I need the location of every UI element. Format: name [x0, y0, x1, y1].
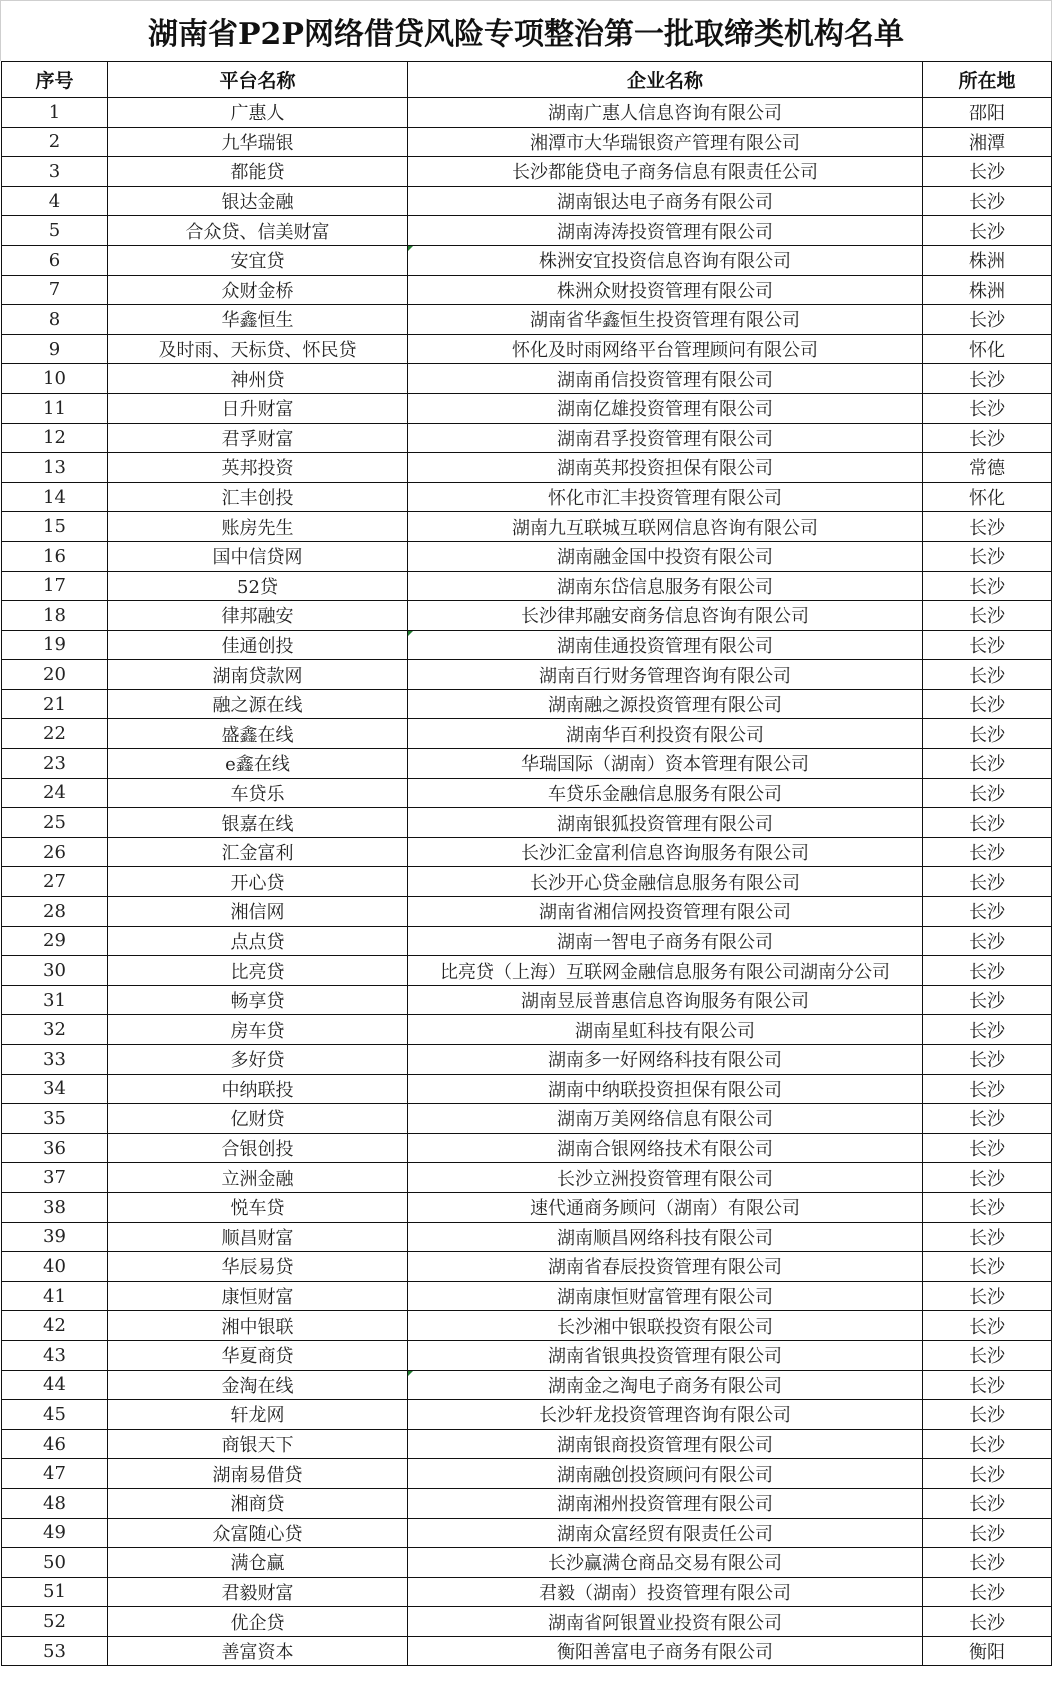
- company-name-cell[interactable]: 长沙开心贷金融信息服务有限公司: [408, 867, 923, 897]
- platform-name-cell[interactable]: 顺昌财富: [108, 1222, 408, 1252]
- platform-name-cell[interactable]: 52贷: [108, 571, 408, 601]
- table-row: [2, 1636, 1052, 1666]
- table-row: [2, 541, 1052, 571]
- company-name-cell[interactable]: 湘潭市大华瑞银资产管理有限公司: [408, 127, 923, 157]
- header-location[interactable]: 所在地: [923, 62, 1052, 98]
- serial-number-cell[interactable]: 36: [2, 1133, 108, 1163]
- table-row: [2, 749, 1052, 779]
- platform-name-cell[interactable]: 房车贷: [108, 1015, 408, 1045]
- location-cell[interactable]: 邵阳: [923, 98, 1052, 128]
- table-header-row: [2, 62, 1052, 98]
- company-name-cell[interactable]: 湖南一智电子商务有限公司: [408, 926, 923, 956]
- company-name-cell[interactable]: 君毅（湖南）投资管理有限公司: [408, 1577, 923, 1607]
- platform-name-cell[interactable]: 湘信网: [108, 897, 408, 927]
- serial-number-cell[interactable]: 42: [2, 1311, 108, 1341]
- table-row: [2, 778, 1052, 808]
- serial-number-cell[interactable]: 34: [2, 1074, 108, 1104]
- company-name-cell[interactable]: 湖南百行财务管理咨询有限公司: [408, 660, 923, 690]
- location-cell[interactable]: 长沙: [923, 837, 1052, 867]
- serial-number-cell[interactable]: 20: [2, 660, 108, 690]
- company-name-cell[interactable]: 长沙立洲投资管理有限公司: [408, 1163, 923, 1193]
- location-cell[interactable]: 长沙: [923, 1548, 1052, 1578]
- platform-name-cell[interactable]: 汇丰创投: [108, 482, 408, 512]
- company-name-cell[interactable]: 怀化市汇丰投资管理有限公司: [408, 482, 923, 512]
- table-row: [2, 334, 1052, 364]
- location-cell[interactable]: 长沙: [923, 423, 1052, 453]
- location-cell[interactable]: 长沙: [923, 689, 1052, 719]
- serial-number-cell[interactable]: 51: [2, 1577, 108, 1607]
- platform-name-cell[interactable]: 畅享贷: [108, 985, 408, 1015]
- platform-name-cell[interactable]: 国中信贷网: [108, 541, 408, 571]
- company-name-cell[interactable]: 湖南省银典投资管理有限公司: [408, 1340, 923, 1370]
- table-row: [2, 1045, 1052, 1075]
- platform-name-cell[interactable]: 优企贷: [108, 1607, 408, 1637]
- table-row: [2, 1104, 1052, 1134]
- platform-name-cell[interactable]: 九华瑞银: [108, 127, 408, 157]
- location-cell[interactable]: 长沙: [923, 1488, 1052, 1518]
- company-name-cell[interactable]: 湖南省春辰投资管理有限公司: [408, 1252, 923, 1282]
- platform-name-cell[interactable]: 银嘉在线: [108, 808, 408, 838]
- platform-name-cell[interactable]: e鑫在线: [108, 749, 408, 779]
- company-name-cell[interactable]: 湖南融创投资顾问有限公司: [408, 1459, 923, 1489]
- platform-name-cell[interactable]: 点点贷: [108, 926, 408, 956]
- table-row: [2, 985, 1052, 1015]
- table-row: [2, 186, 1052, 216]
- table-row: [2, 364, 1052, 394]
- platform-name-cell[interactable]: 都能贷: [108, 157, 408, 187]
- location-cell[interactable]: 长沙: [923, 1429, 1052, 1459]
- location-cell[interactable]: 长沙: [923, 157, 1052, 187]
- location-cell[interactable]: 株洲: [923, 275, 1052, 305]
- serial-number-cell[interactable]: 21: [2, 689, 108, 719]
- location-cell[interactable]: 长沙: [923, 1222, 1052, 1252]
- table-row: [2, 157, 1052, 187]
- company-name-cell[interactable]: 湖南广惠人信息咨询有限公司: [408, 98, 923, 128]
- platform-name-cell[interactable]: 合众贷、信美财富: [108, 216, 408, 246]
- platform-name-cell[interactable]: 轩龙网: [108, 1400, 408, 1430]
- platform-name-cell[interactable]: 广惠人: [108, 98, 408, 128]
- company-name-cell[interactable]: 湖南甬信投资管理有限公司: [408, 364, 923, 394]
- location-cell[interactable]: 长沙: [923, 393, 1052, 423]
- serial-number-cell[interactable]: 27: [2, 867, 108, 897]
- company-name-cell[interactable]: 湖南君孚投资管理有限公司: [408, 423, 923, 453]
- table-row: [2, 689, 1052, 719]
- company-name-cell[interactable]: 湖南佳通投资管理有限公司: [408, 630, 923, 660]
- serial-number-cell[interactable]: 44: [2, 1370, 108, 1400]
- serial-number-cell[interactable]: 23: [2, 749, 108, 779]
- location-cell[interactable]: 长沙: [923, 216, 1052, 246]
- company-name-cell[interactable]: 湖南湘州投资管理有限公司: [408, 1488, 923, 1518]
- serial-number-cell[interactable]: 22: [2, 719, 108, 749]
- serial-number-cell[interactable]: 16: [2, 541, 108, 571]
- serial-number-cell[interactable]: 10: [2, 364, 108, 394]
- location-cell[interactable]: 长沙: [923, 719, 1052, 749]
- company-name-cell[interactable]: 湖南星虹科技有限公司: [408, 1015, 923, 1045]
- serial-number-cell[interactable]: 24: [2, 778, 108, 808]
- serial-number-cell[interactable]: 32: [2, 1015, 108, 1045]
- table-row: [2, 1311, 1052, 1341]
- company-name-cell[interactable]: 湖南合银网络技术有限公司: [408, 1133, 923, 1163]
- table-row: [2, 453, 1052, 483]
- location-cell[interactable]: 长沙: [923, 1400, 1052, 1430]
- platform-name-cell[interactable]: 融之源在线: [108, 689, 408, 719]
- table-row: [2, 1163, 1052, 1193]
- serial-number-cell[interactable]: 50: [2, 1548, 108, 1578]
- platform-name-cell[interactable]: 悦车贷: [108, 1192, 408, 1222]
- platform-name-cell[interactable]: 日升财富: [108, 393, 408, 423]
- serial-number-cell[interactable]: 15: [2, 512, 108, 542]
- company-name-cell[interactable]: 株洲众财投资管理有限公司: [408, 275, 923, 305]
- serial-number-cell[interactable]: 33: [2, 1045, 108, 1075]
- table-row: [2, 1429, 1052, 1459]
- table-row: [2, 216, 1052, 246]
- platform-name-cell[interactable]: 湖南贷款网: [108, 660, 408, 690]
- serial-number-cell[interactable]: 29: [2, 926, 108, 956]
- location-cell[interactable]: 长沙: [923, 1340, 1052, 1370]
- platform-name-cell[interactable]: 中纳联投: [108, 1074, 408, 1104]
- table-row: [2, 630, 1052, 660]
- table-row: [2, 1222, 1052, 1252]
- platform-name-cell[interactable]: 汇金富利: [108, 837, 408, 867]
- company-name-cell[interactable]: 湖南银狐投资管理有限公司: [408, 808, 923, 838]
- location-cell[interactable]: 长沙: [923, 512, 1052, 542]
- company-name-cell[interactable]: 车贷乐金融信息服务有限公司: [408, 778, 923, 808]
- platform-name-cell[interactable]: 英邦投资: [108, 453, 408, 483]
- table-row: [2, 867, 1052, 897]
- serial-number-cell[interactable]: 31: [2, 985, 108, 1015]
- table-row: [2, 275, 1052, 305]
- serial-number-cell[interactable]: 48: [2, 1488, 108, 1518]
- table-row: [2, 897, 1052, 927]
- platform-name-cell[interactable]: 及时雨、天标贷、怀民贷: [108, 334, 408, 364]
- company-name-cell[interactable]: 湖南华百利投资有限公司: [408, 719, 923, 749]
- serial-number-cell[interactable]: 3: [2, 157, 108, 187]
- company-name-cell[interactable]: 衡阳善富电子商务有限公司: [408, 1636, 923, 1666]
- serial-number-cell[interactable]: 19: [2, 630, 108, 660]
- company-name-cell[interactable]: 湖南省湘信网投资管理有限公司: [408, 897, 923, 927]
- company-name-cell[interactable]: 湖南众富经贸有限责任公司: [408, 1518, 923, 1548]
- company-name-cell[interactable]: 湖南融之源投资管理有限公司: [408, 689, 923, 719]
- serial-number-cell[interactable]: 17: [2, 571, 108, 601]
- serial-number-cell[interactable]: 41: [2, 1281, 108, 1311]
- platform-name-cell[interactable]: 君毅财富: [108, 1577, 408, 1607]
- company-name-cell[interactable]: 湖南中纳联投资担保有限公司: [408, 1074, 923, 1104]
- location-cell[interactable]: 长沙: [923, 1133, 1052, 1163]
- platform-name-cell[interactable]: 律邦融安: [108, 601, 408, 631]
- table-row: [2, 601, 1052, 631]
- serial-number-cell[interactable]: 12: [2, 423, 108, 453]
- location-cell[interactable]: 长沙: [923, 601, 1052, 631]
- location-cell[interactable]: 长沙: [923, 1459, 1052, 1489]
- table-row: [2, 1281, 1052, 1311]
- platform-name-cell[interactable]: 开心贷: [108, 867, 408, 897]
- table-row: [2, 305, 1052, 335]
- location-cell[interactable]: 衡阳: [923, 1636, 1052, 1666]
- location-cell[interactable]: 长沙: [923, 778, 1052, 808]
- location-cell[interactable]: 长沙: [923, 305, 1052, 335]
- table-body: [2, 98, 1052, 1666]
- company-name-cell[interactable]: 株洲安宜投资信息咨询有限公司: [408, 245, 923, 275]
- platform-name-cell[interactable]: 神州贷: [108, 364, 408, 394]
- table-row: [2, 98, 1052, 128]
- institution-table: [1, 61, 1052, 1666]
- location-cell[interactable]: 长沙: [923, 1281, 1052, 1311]
- serial-number-cell[interactable]: 5: [2, 216, 108, 246]
- table-row: [2, 1488, 1052, 1518]
- table-row: [2, 719, 1052, 749]
- platform-name-cell[interactable]: 金淘在线: [108, 1370, 408, 1400]
- location-cell[interactable]: 长沙: [923, 749, 1052, 779]
- table-row: [2, 482, 1052, 512]
- company-name-cell[interactable]: 湖南九互联城互联网信息咨询有限公司: [408, 512, 923, 542]
- serial-number-cell[interactable]: 25: [2, 808, 108, 838]
- company-name-cell[interactable]: 长沙都能贷电子商务信息有限责任公司: [408, 157, 923, 187]
- company-name-cell[interactable]: 湖南东岱信息服务有限公司: [408, 571, 923, 601]
- table-row: [2, 393, 1052, 423]
- serial-number-cell[interactable]: 39: [2, 1222, 108, 1252]
- platform-name-cell[interactable]: 安宜贷: [108, 245, 408, 275]
- location-cell[interactable]: 长沙: [923, 364, 1052, 394]
- serial-number-cell[interactable]: 37: [2, 1163, 108, 1193]
- table-row: [2, 837, 1052, 867]
- serial-number-cell[interactable]: 11: [2, 393, 108, 423]
- serial-number-cell[interactable]: 52: [2, 1607, 108, 1637]
- company-name-cell[interactable]: 湖南英邦投资担保有限公司: [408, 453, 923, 483]
- serial-number-cell[interactable]: 38: [2, 1192, 108, 1222]
- location-cell[interactable]: 长沙: [923, 926, 1052, 956]
- table-row: [2, 1459, 1052, 1489]
- serial-number-cell[interactable]: 49: [2, 1518, 108, 1548]
- table-row: [2, 1133, 1052, 1163]
- serial-number-cell[interactable]: 46: [2, 1429, 108, 1459]
- location-cell[interactable]: 长沙: [923, 1192, 1052, 1222]
- company-name-cell[interactable]: 长沙赢满仓商品交易有限公司: [408, 1548, 923, 1578]
- platform-name-cell[interactable]: 众财金桥: [108, 275, 408, 305]
- table-row: [2, 423, 1052, 453]
- location-cell[interactable]: 长沙: [923, 897, 1052, 927]
- platform-name-cell[interactable]: 账房先生: [108, 512, 408, 542]
- location-cell[interactable]: 长沙: [923, 867, 1052, 897]
- location-cell[interactable]: 怀化: [923, 334, 1052, 364]
- serial-number-cell[interactable]: 8: [2, 305, 108, 335]
- table-row: [2, 1607, 1052, 1637]
- serial-number-cell[interactable]: 43: [2, 1340, 108, 1370]
- serial-number-cell[interactable]: 26: [2, 837, 108, 867]
- platform-name-cell[interactable]: 华辰易贷: [108, 1252, 408, 1282]
- location-cell[interactable]: 长沙: [923, 1577, 1052, 1607]
- location-cell[interactable]: 长沙: [923, 1163, 1052, 1193]
- header-serial-number[interactable]: 序号: [2, 62, 108, 98]
- serial-number-cell[interactable]: 28: [2, 897, 108, 927]
- platform-name-cell[interactable]: 湘中银联: [108, 1311, 408, 1341]
- company-name-cell[interactable]: 比亮贷（上海）互联网金融信息服务有限公司湖南分公司: [408, 956, 923, 986]
- serial-number-cell[interactable]: 47: [2, 1459, 108, 1489]
- location-cell[interactable]: 怀化: [923, 482, 1052, 512]
- header-platform-name[interactable]: 平台名称: [108, 62, 408, 98]
- platform-name-cell[interactable]: 多好贷: [108, 1045, 408, 1075]
- serial-number-cell[interactable]: 14: [2, 482, 108, 512]
- location-cell[interactable]: 株洲: [923, 245, 1052, 275]
- company-name-cell[interactable]: 湖南亿雄投资管理有限公司: [408, 393, 923, 423]
- platform-name-cell[interactable]: 善富资本: [108, 1636, 408, 1666]
- table-row: [2, 926, 1052, 956]
- table-row: [2, 1577, 1052, 1607]
- platform-name-cell[interactable]: 亿财贷: [108, 1104, 408, 1134]
- company-name-cell[interactable]: 怀化及时雨网络平台管理顾问有限公司: [408, 334, 923, 364]
- platform-name-cell[interactable]: 湘商贷: [108, 1488, 408, 1518]
- company-name-cell[interactable]: 长沙律邦融安商务信息咨询有限公司: [408, 601, 923, 631]
- platform-name-cell[interactable]: 车贷乐: [108, 778, 408, 808]
- location-cell[interactable]: 长沙: [923, 660, 1052, 690]
- location-cell[interactable]: 长沙: [923, 186, 1052, 216]
- company-name-cell[interactable]: 长沙轩龙投资管理咨询有限公司: [408, 1400, 923, 1430]
- company-name-cell[interactable]: 湖南康恒财富管理有限公司: [408, 1281, 923, 1311]
- serial-number-cell[interactable]: 9: [2, 334, 108, 364]
- serial-number-cell[interactable]: 4: [2, 186, 108, 216]
- table-row: [2, 1400, 1052, 1430]
- platform-name-cell[interactable]: 比亮贷: [108, 956, 408, 986]
- location-cell[interactable]: 长沙: [923, 808, 1052, 838]
- company-name-cell[interactable]: 华瑞国际（湖南）资本管理有限公司: [408, 749, 923, 779]
- table-row: [2, 1192, 1052, 1222]
- serial-number-cell[interactable]: 30: [2, 956, 108, 986]
- table-row: [2, 956, 1052, 986]
- table-row: [2, 1548, 1052, 1578]
- company-name-cell[interactable]: 湖南银商投资管理有限公司: [408, 1429, 923, 1459]
- platform-name-cell[interactable]: 满仓赢: [108, 1548, 408, 1578]
- location-cell[interactable]: 长沙: [923, 1015, 1052, 1045]
- serial-number-cell[interactable]: 45: [2, 1400, 108, 1430]
- location-cell[interactable]: 长沙: [923, 1607, 1052, 1637]
- location-cell[interactable]: 长沙: [923, 571, 1052, 601]
- table-row: [2, 660, 1052, 690]
- table-row: [2, 512, 1052, 542]
- location-cell[interactable]: 长沙: [923, 630, 1052, 660]
- table-row: [2, 1370, 1052, 1400]
- platform-name-cell[interactable]: 盛鑫在线: [108, 719, 408, 749]
- company-name-cell[interactable]: 湖南省华鑫恒生投资管理有限公司: [408, 305, 923, 335]
- location-cell[interactable]: 长沙: [923, 1518, 1052, 1548]
- serial-number-cell[interactable]: 6: [2, 245, 108, 275]
- table-row: [2, 571, 1052, 601]
- table-row: [2, 808, 1052, 838]
- serial-number-cell[interactable]: 1: [2, 98, 108, 128]
- platform-name-cell[interactable]: 商银天下: [108, 1429, 408, 1459]
- platform-name-cell[interactable]: 君孚财富: [108, 423, 408, 453]
- table-row: [2, 1074, 1052, 1104]
- location-cell[interactable]: 长沙: [923, 956, 1052, 986]
- location-cell[interactable]: 湘潭: [923, 127, 1052, 157]
- location-cell[interactable]: 长沙: [923, 1074, 1052, 1104]
- platform-name-cell[interactable]: 康恒财富: [108, 1281, 408, 1311]
- company-name-cell[interactable]: 湖南省阿银置业投资有限公司: [408, 1607, 923, 1637]
- serial-number-cell[interactable]: 13: [2, 453, 108, 483]
- serial-number-cell[interactable]: 7: [2, 275, 108, 305]
- serial-number-cell[interactable]: 53: [2, 1636, 108, 1666]
- serial-number-cell[interactable]: 35: [2, 1104, 108, 1134]
- location-cell[interactable]: 长沙: [923, 985, 1052, 1015]
- platform-name-cell[interactable]: 华鑫恒生: [108, 305, 408, 335]
- company-name-cell[interactable]: 长沙湘中银联投资有限公司: [408, 1311, 923, 1341]
- platform-name-cell[interactable]: 众富随心贷: [108, 1518, 408, 1548]
- company-name-cell[interactable]: 湖南顺昌网络科技有限公司: [408, 1222, 923, 1252]
- platform-name-cell[interactable]: 湖南易借贷: [108, 1459, 408, 1489]
- company-name-cell[interactable]: 湖南昱辰普惠信息咨询服务有限公司: [408, 985, 923, 1015]
- platform-name-cell[interactable]: 银达金融: [108, 186, 408, 216]
- location-cell[interactable]: 长沙: [923, 541, 1052, 571]
- company-name-cell[interactable]: 长沙汇金富利信息咨询服务有限公司: [408, 837, 923, 867]
- table-row: [2, 1252, 1052, 1282]
- company-name-cell[interactable]: 湖南多一好网络科技有限公司: [408, 1045, 923, 1075]
- company-name-cell[interactable]: 湖南金之淘电子商务有限公司: [408, 1370, 923, 1400]
- company-name-cell[interactable]: 湖南万美网络信息有限公司: [408, 1104, 923, 1134]
- company-name-cell[interactable]: 速代通商务顾问（湖南）有限公司: [408, 1192, 923, 1222]
- location-cell[interactable]: 长沙: [923, 1104, 1052, 1134]
- platform-name-cell[interactable]: 佳通创投: [108, 630, 408, 660]
- platform-name-cell[interactable]: 华夏商贷: [108, 1340, 408, 1370]
- location-cell[interactable]: 长沙: [923, 1370, 1052, 1400]
- table-row: [2, 127, 1052, 157]
- platform-name-cell[interactable]: 立洲金融: [108, 1163, 408, 1193]
- table-row: [2, 1518, 1052, 1548]
- company-name-cell[interactable]: 湖南涛涛投资管理有限公司: [408, 216, 923, 246]
- company-name-cell[interactable]: 湖南银达电子商务有限公司: [408, 186, 923, 216]
- table-row: [2, 245, 1052, 275]
- platform-name-cell[interactable]: 合银创投: [108, 1133, 408, 1163]
- document-title: 湖南省P2P网络借贷风险专项整治第一批取缔类机构名单: [0, 0, 1052, 61]
- serial-number-cell[interactable]: 40: [2, 1252, 108, 1282]
- table-row: [2, 1015, 1052, 1045]
- serial-number-cell[interactable]: 2: [2, 127, 108, 157]
- location-cell[interactable]: 常德: [923, 453, 1052, 483]
- table-row: [2, 1340, 1052, 1370]
- header-company-name[interactable]: 企业名称: [408, 62, 923, 98]
- location-cell[interactable]: 长沙: [923, 1252, 1052, 1282]
- company-name-cell[interactable]: 湖南融金国中投资有限公司: [408, 541, 923, 571]
- location-cell[interactable]: 长沙: [923, 1311, 1052, 1341]
- location-cell[interactable]: 长沙: [923, 1045, 1052, 1075]
- serial-number-cell[interactable]: 18: [2, 601, 108, 631]
